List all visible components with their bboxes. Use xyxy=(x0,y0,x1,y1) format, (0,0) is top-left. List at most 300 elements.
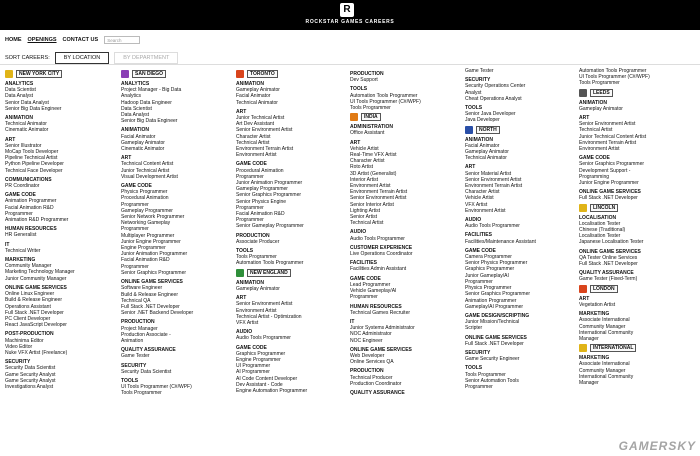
department-heading: ANIMATION xyxy=(579,99,607,106)
job-link[interactable]: Senior Artist xyxy=(350,214,377,221)
job-link[interactable]: Senior Java Developer xyxy=(465,111,516,118)
job-link[interactable]: Vehicle Artist xyxy=(350,145,379,152)
job-link[interactable]: Localisation Tester xyxy=(579,233,621,240)
department-heading: GAME CODE xyxy=(579,155,610,162)
job-link[interactable]: Gameplay/AI Programmer xyxy=(465,303,524,310)
job-link[interactable]: Senior Big Data Engineer xyxy=(121,118,178,125)
city-name: NEW YORK CITY xyxy=(16,70,62,78)
job-link[interactable]: Junior Engine Programmer xyxy=(579,180,639,187)
job-link[interactable]: Real-Time VFX Artist xyxy=(350,152,397,159)
job-link[interactable]: Audio Tools Programmer xyxy=(236,335,291,342)
department-heading: ANIMATION xyxy=(121,127,149,134)
main-nav xyxy=(5,36,140,44)
department-heading: PRODUCTION xyxy=(350,71,384,77)
job-link[interactable]: Procedural Animation xyxy=(121,195,169,202)
job-link[interactable]: Junior Animation Programmer xyxy=(236,180,303,187)
job-link[interactable]: Project Manager - Big Data xyxy=(121,87,182,94)
department-heading: GAME CODE xyxy=(5,192,36,199)
department-heading: TOOLS xyxy=(465,365,483,372)
department-heading: GAME CODE xyxy=(236,161,267,168)
department-heading: ONLINE GAME SERVICES xyxy=(579,248,641,255)
job-link[interactable]: Technical Artist xyxy=(579,127,613,134)
city-name: LINCOLN xyxy=(590,204,618,212)
job-link[interactable]: PR Coordinator xyxy=(5,183,40,190)
city-name: TORONTO xyxy=(247,70,278,78)
department-heading: TOOLS xyxy=(121,377,139,384)
job-link[interactable]: Senior Data Analyst xyxy=(5,99,49,106)
department-heading: HUMAN RESOURCES xyxy=(5,226,57,233)
job-link[interactable]: Game Security Analyst xyxy=(5,377,56,384)
job-link[interactable]: Character Artist xyxy=(350,158,385,165)
city-flag-icon xyxy=(121,70,129,78)
job-link[interactable]: Full Stack .NET Developer xyxy=(121,303,180,310)
department-heading: ANIMATION xyxy=(236,279,264,286)
job-column xyxy=(236,68,348,394)
job-link[interactable]: Senior Graphics Programmer xyxy=(121,269,187,276)
city-header[interactable] xyxy=(121,70,233,78)
job-link[interactable]: Engine Programmer xyxy=(121,245,166,252)
job-link[interactable]: Tools Programmer xyxy=(350,105,391,112)
job-link[interactable]: Environment Terrain Artist xyxy=(579,139,637,146)
job-link[interactable]: Associate Producer xyxy=(236,238,280,245)
job-link[interactable]: Game Tester xyxy=(121,353,150,360)
job-link[interactable]: Technical Artist xyxy=(236,139,270,146)
job-link[interactable]: Senior Network Programmer xyxy=(121,214,185,221)
job-link[interactable]: Audio Tools Programmer xyxy=(350,235,405,242)
job-link[interactable]: Networking Gameplay xyxy=(121,220,171,227)
sort-by-department-button[interactable]: BY DEPARTMENT xyxy=(114,52,178,64)
job-link[interactable]: Video Editor xyxy=(5,343,33,350)
job-link[interactable]: Machinima Editor xyxy=(5,337,44,344)
department-heading: FACILITIES xyxy=(350,260,377,267)
job-link[interactable]: Environment Artist xyxy=(236,152,277,159)
job-link[interactable]: Senior Material Artist xyxy=(465,170,512,177)
department-heading: GAME DESIGN/SCRIPTING xyxy=(465,312,530,319)
job-link[interactable]: Graphics Programmer xyxy=(236,350,286,357)
job-link[interactable]: Production Associate - xyxy=(121,331,171,338)
job-link[interactable]: UI Programmer xyxy=(236,363,271,370)
job-link[interactable]: Technical Content Artist xyxy=(121,161,174,168)
job-link[interactable]: Vehicle Artist xyxy=(465,195,494,202)
job-link[interactable]: Technical Writer xyxy=(5,247,41,254)
job-link[interactable]: Gameplay Animator xyxy=(236,87,280,94)
job-link[interactable]: Art Dev Assistant xyxy=(236,121,275,128)
department-heading: SECURITY xyxy=(465,349,491,356)
job-link[interactable]: Senior Environment Artist xyxy=(350,195,407,202)
job-link[interactable]: Operations Assistant xyxy=(5,303,51,310)
job-link[interactable]: Animation Programmer xyxy=(465,297,517,304)
department-heading: MARKETING xyxy=(579,355,610,362)
job-link[interactable]: Development Support - xyxy=(579,167,631,174)
job-link[interactable]: Senior Illustrator xyxy=(5,142,42,149)
job-link[interactable]: Technical Artist - Optimization xyxy=(236,313,302,320)
job-link[interactable]: Full Stack .NET Developer xyxy=(579,261,638,268)
job-link[interactable]: Junior Systems Administrator xyxy=(350,325,415,332)
job-link[interactable]: Senior Automation Tools xyxy=(465,377,519,384)
department-heading: GAME CODE xyxy=(121,183,152,190)
job-column xyxy=(465,68,577,390)
job-link[interactable]: Build & Release Engineer xyxy=(121,291,178,298)
job-link[interactable]: International Community xyxy=(579,373,634,380)
job-link[interactable]: Gameplay Animator xyxy=(236,285,280,292)
department-heading: POST-PRODUCTION xyxy=(5,331,54,338)
job-link[interactable]: Environment Terrain Artist xyxy=(350,189,408,196)
job-link[interactable]: Roto Artist xyxy=(350,164,374,171)
city-flag-icon xyxy=(350,113,358,121)
job-link[interactable]: 3D Artist (Generalist) xyxy=(350,170,397,177)
job-link[interactable]: Vegetation Artist xyxy=(579,301,616,308)
city-flag-icon xyxy=(236,269,244,277)
job-column xyxy=(350,68,462,396)
job-link[interactable]: Full Stack .NET Developer xyxy=(465,340,524,347)
job-link[interactable]: Facial Animation R&D xyxy=(121,257,170,264)
job-link[interactable]: Animation Programmer xyxy=(5,198,57,205)
job-link[interactable]: Japanese Localisation Tester xyxy=(579,239,644,246)
job-link[interactable]: Technical Games Recruiter xyxy=(350,309,411,316)
department-heading: CUSTOMER EXPERIENCE xyxy=(350,244,413,251)
job-link[interactable]: Manager xyxy=(579,335,599,342)
job-link[interactable]: Junior Mission/Technical xyxy=(465,319,520,326)
department-heading: ONLINE GAME SERVICES xyxy=(579,189,641,196)
department-heading: QUALITY ASSURANCE xyxy=(121,347,176,354)
job-link[interactable]: AI Programmer xyxy=(236,369,270,376)
job-link[interactable]: Senior Environment Artist xyxy=(236,127,293,134)
job-link[interactable]: Environment Artist xyxy=(236,307,277,314)
job-link[interactable]: Manager xyxy=(579,379,599,386)
city-flag-icon xyxy=(579,285,587,293)
job-link[interactable]: Senior Big Data Engineer xyxy=(5,105,62,112)
city-header[interactable] xyxy=(5,70,117,78)
job-link[interactable]: Dev Support xyxy=(350,77,378,84)
job-link[interactable]: NOC Administrator xyxy=(350,331,392,338)
job-link[interactable]: Junior Animation Programmer xyxy=(121,251,188,258)
job-link[interactable]: UI Tools Programmer (C#/WPF) xyxy=(350,98,421,105)
job-link[interactable]: Environment Terrain Artist xyxy=(465,183,523,190)
job-link[interactable]: Scripter xyxy=(465,325,483,332)
job-link[interactable]: Facial Animator xyxy=(465,142,500,149)
job-link[interactable]: Programmer xyxy=(465,278,493,285)
job-link[interactable]: Graphics Programmer xyxy=(465,266,515,273)
job-link[interactable]: Facial Animator xyxy=(121,133,156,140)
job-link[interactable]: Facilities Admin Assistant xyxy=(350,266,407,273)
job-link[interactable]: Online Services QA xyxy=(350,359,394,366)
city-name: SAN DIEGO xyxy=(132,70,166,78)
job-link[interactable]: Senior Physics Programmer xyxy=(465,260,528,267)
job-link[interactable]: Junior Gameplay/AI xyxy=(465,272,509,279)
department-heading: ONLINE GAME SERVICES xyxy=(5,284,67,291)
job-link[interactable]: Environment Artist xyxy=(350,183,391,190)
job-link[interactable]: Technical QA xyxy=(121,297,151,304)
job-link[interactable]: HR Generalist xyxy=(5,232,37,239)
job-link[interactable]: Data Analyst xyxy=(5,93,34,100)
job-link[interactable]: Technical Animator xyxy=(465,155,507,162)
job-link[interactable]: Data Scientist xyxy=(5,87,36,94)
department-heading: ANALYTICS xyxy=(121,81,150,87)
job-link[interactable]: Build & Release Engineer xyxy=(5,297,62,304)
department-heading: ART xyxy=(579,115,590,122)
department-heading: AUDIO xyxy=(350,229,367,236)
job-link[interactable]: Senior .NET Backend Developer xyxy=(121,310,194,317)
job-link[interactable]: Engine Automation Programmer xyxy=(236,387,308,394)
city-flag-icon xyxy=(5,70,13,78)
city-header[interactable] xyxy=(236,70,348,78)
job-link[interactable]: Cinematic Animator xyxy=(5,127,49,134)
city-header[interactable] xyxy=(579,344,691,352)
job-link[interactable]: Senior Environment Artist xyxy=(465,176,522,183)
job-link[interactable]: Online Linux Engineer xyxy=(5,291,55,298)
job-link[interactable]: QA Tester Online Services xyxy=(579,254,638,261)
site-header xyxy=(0,0,700,30)
city-flag-icon xyxy=(579,204,587,212)
department-heading: TOOLS xyxy=(350,86,368,93)
department-heading: ART xyxy=(236,295,247,302)
job-link[interactable]: Data Analyst xyxy=(121,112,150,119)
job-link[interactable]: Character Artist xyxy=(465,189,500,196)
job-link[interactable]: Junior Technical Artist xyxy=(121,167,170,174)
department-heading: TOOLS xyxy=(465,105,483,112)
job-link[interactable]: Game Tester xyxy=(465,68,494,74)
job-link[interactable]: Junior Technical Content Artist xyxy=(579,133,647,140)
job-link[interactable]: Investigations Analyst xyxy=(5,383,54,390)
job-link[interactable]: Multiplayer Programmer xyxy=(121,232,175,239)
job-link[interactable]: Programmer xyxy=(121,226,149,233)
city-header[interactable] xyxy=(465,126,577,134)
job-link[interactable]: Programmer xyxy=(121,201,149,208)
job-link[interactable]: Security Operations Center xyxy=(465,83,526,90)
department-heading: ADMINISTRATION xyxy=(350,124,393,131)
job-link[interactable]: Programmer xyxy=(236,173,264,180)
job-link[interactable]: Senior Physics Engine xyxy=(236,198,287,205)
job-link[interactable]: Security Data Scientist xyxy=(5,365,56,372)
job-link[interactable]: Pipeline Technical Artist xyxy=(5,155,58,162)
job-link[interactable]: Chinese (Traditional) xyxy=(579,227,626,234)
job-link[interactable]: Junior Community Manager xyxy=(5,275,67,282)
job-link[interactable]: Java Developer xyxy=(465,117,500,124)
job-link[interactable]: Associate International xyxy=(579,317,630,324)
job-link[interactable]: Tools Programmer xyxy=(121,390,162,397)
job-link[interactable]: Environment Terrain Artist xyxy=(236,146,294,153)
job-link[interactable]: Interior Artist xyxy=(350,176,379,183)
city-header[interactable] xyxy=(579,285,691,293)
city-header[interactable] xyxy=(350,113,462,121)
job-link[interactable]: React JavaScript Developer xyxy=(5,322,67,329)
job-link[interactable]: Facial Animator xyxy=(236,93,271,100)
job-link[interactable]: MoCap Tools Developer xyxy=(5,149,59,156)
job-link[interactable]: Programmer xyxy=(236,204,264,211)
department-heading: LOCALISATION xyxy=(579,214,617,221)
job-link[interactable]: Game Security Engineer xyxy=(465,356,520,363)
job-link[interactable]: Programmer xyxy=(5,210,33,217)
job-link[interactable]: Tools Programmer xyxy=(236,254,277,261)
department-heading: ANIMATION xyxy=(5,115,33,122)
job-link[interactable]: Hadoop Data Engineer xyxy=(121,99,172,106)
department-heading: GAME CODE xyxy=(465,247,496,254)
job-link[interactable]: Senior Graphics Programmer xyxy=(465,291,531,298)
department-heading: ART xyxy=(350,139,361,146)
job-link[interactable]: Software Engineer xyxy=(121,285,163,292)
department-heading: IT xyxy=(5,241,10,248)
search-input[interactable]: Search xyxy=(104,36,140,44)
watermark: GAMERSKY xyxy=(618,439,696,453)
job-link[interactable]: Full Stack .NET Developer xyxy=(579,195,638,202)
job-link[interactable]: Game Tester (Fixed-Term) xyxy=(579,276,638,283)
city-header[interactable] xyxy=(579,204,691,212)
department-heading: PRODUCTION xyxy=(236,232,270,239)
department-heading: PRODUCTION xyxy=(350,368,384,375)
department-heading: QUALITY ASSURANCE xyxy=(579,270,634,277)
job-link[interactable]: Tools Programmer xyxy=(465,371,506,378)
job-link[interactable]: Gameplay Programmer xyxy=(236,186,288,193)
job-link[interactable]: Senior Interior Artist xyxy=(350,201,394,208)
sort-bar xyxy=(5,52,178,64)
job-link[interactable]: VFX Artist xyxy=(465,201,488,208)
job-link[interactable]: Cheat Operations Analyst xyxy=(465,95,522,102)
city-header[interactable] xyxy=(579,89,691,97)
job-link[interactable]: Analyst xyxy=(465,89,482,96)
job-link[interactable]: Programming xyxy=(579,173,610,180)
job-link[interactable]: Gameplay Animator xyxy=(121,139,165,146)
job-link[interactable]: Technical Artist xyxy=(350,220,384,227)
rockstar-logo[interactable]: R xyxy=(340,3,354,17)
city-header[interactable] xyxy=(236,269,348,277)
job-link[interactable]: Programmer xyxy=(465,383,493,390)
department-heading: ART xyxy=(121,155,132,162)
job-link[interactable]: Cinematic Animator xyxy=(121,146,165,153)
job-link[interactable]: Python Pipeline Developer xyxy=(5,161,64,168)
job-link[interactable]: Technical Producer xyxy=(350,374,393,381)
job-link[interactable]: Physics Programmer xyxy=(121,189,168,196)
job-link[interactable]: Community Manager xyxy=(5,263,52,270)
job-link[interactable]: AI Code Content Developer xyxy=(236,375,298,382)
job-link[interactable]: PC Client Developer xyxy=(5,315,51,322)
job-link[interactable]: Gameplay Programmer xyxy=(121,207,173,214)
job-link[interactable]: NOC Engineer xyxy=(350,337,383,344)
department-heading: SECURITY xyxy=(465,77,491,84)
job-link[interactable]: Character Artist xyxy=(236,133,271,140)
job-link[interactable]: Technical Animator xyxy=(236,99,278,106)
department-heading: ART xyxy=(5,136,16,143)
job-link[interactable]: Dev Assistant - Code xyxy=(236,381,283,388)
job-link[interactable]: Automation Tools Programmer xyxy=(579,68,647,74)
job-link[interactable]: International Community xyxy=(579,329,634,336)
job-link[interactable]: Gameplay Animator xyxy=(579,105,623,112)
job-link[interactable]: Environment Artist xyxy=(465,207,506,214)
job-link[interactable]: Automation Tools Programmer xyxy=(236,260,304,267)
job-link[interactable]: Marketing Technology Manager xyxy=(5,269,75,276)
department-heading: SECURITY xyxy=(5,359,31,366)
job-link[interactable]: Senior Graphics Programmer xyxy=(236,192,302,199)
job-link[interactable]: Engine Programmer xyxy=(236,356,281,363)
job-link[interactable]: Production Coordinator xyxy=(350,380,402,387)
job-link[interactable]: Office Assistant xyxy=(350,130,385,137)
department-heading: ART xyxy=(236,108,247,115)
job-link[interactable]: Community Manager xyxy=(579,367,626,374)
job-link[interactable]: Technical Face Developer xyxy=(5,167,63,174)
job-link[interactable]: Automation Tools Programmer xyxy=(350,92,418,99)
nav-openings-link[interactable]: OPENINGS xyxy=(27,37,57,43)
job-link[interactable]: Localisation Tester xyxy=(579,220,621,227)
sort-by-location-button[interactable]: BY LOCATION xyxy=(55,52,109,64)
job-link[interactable]: Data Scientist xyxy=(121,105,152,112)
job-link[interactable]: Programmer xyxy=(236,217,264,224)
job-link[interactable]: Senior Gameplay Programmer xyxy=(236,223,304,230)
job-link[interactable]: Junior Engine Programmer xyxy=(121,238,181,245)
job-link[interactable]: Procedural Animation xyxy=(236,167,284,174)
job-link[interactable]: Facilities/Maintenance Assistant xyxy=(465,238,536,245)
job-link[interactable]: Animation xyxy=(121,337,144,344)
job-column xyxy=(579,68,691,386)
department-heading: AUDIO xyxy=(465,217,482,224)
job-link[interactable]: Analytics xyxy=(121,93,142,100)
job-link[interactable]: Vehicle Gameplay/AI xyxy=(350,288,397,295)
city-flag-icon xyxy=(579,344,587,352)
job-link[interactable]: UI Tools Programmer (C#/WPF) xyxy=(579,74,650,81)
department-heading: GAME CODE xyxy=(236,344,267,351)
nav-contact-link[interactable]: CONTACT US xyxy=(62,37,99,43)
city-name: INTERNATIONAL xyxy=(590,344,636,352)
nav-home-link[interactable]: HOME xyxy=(5,37,22,43)
job-link[interactable]: Programmer xyxy=(350,294,378,301)
department-heading: HUMAN RESOURCES xyxy=(350,303,402,310)
job-link[interactable]: Tools Programmer xyxy=(579,80,620,87)
city-flag-icon xyxy=(579,89,587,97)
department-heading: MARKETING xyxy=(5,257,36,264)
department-heading: GAME CODE xyxy=(350,275,381,282)
job-link[interactable]: Facial Animation R&D xyxy=(236,211,285,218)
job-link[interactable]: Web Developer xyxy=(350,352,385,359)
site-title: ROCKSTAR GAMES CAREERS xyxy=(305,19,395,25)
city-flag-icon xyxy=(465,126,473,134)
job-link[interactable]: Visual Development Artist xyxy=(121,173,178,180)
job-link[interactable]: Senior Graphics Programmer xyxy=(579,161,645,168)
department-heading: ONLINE GAME SERVICES xyxy=(350,346,412,353)
job-link[interactable]: Senior Environment Artist xyxy=(579,121,636,128)
job-link[interactable]: Project Manager xyxy=(121,325,158,332)
job-link[interactable]: Associate International xyxy=(579,361,630,368)
job-link[interactable]: UI Tools Programmer (C#/WPF) xyxy=(121,384,192,391)
job-link[interactable]: Lighting Artist xyxy=(350,207,381,214)
job-link[interactable]: Programmer xyxy=(121,263,149,270)
job-link[interactable]: Camera Programmer xyxy=(465,254,512,261)
job-link[interactable]: Community Manager xyxy=(579,323,626,330)
department-heading: ANALYTICS xyxy=(5,81,34,87)
job-link[interactable]: Lead Programmer xyxy=(350,281,391,288)
job-link[interactable]: Full Stack .NET Developer xyxy=(5,309,64,316)
job-link[interactable]: Animation R&D Programmer xyxy=(5,217,69,224)
job-link[interactable]: Gameplay Animator xyxy=(465,149,509,156)
job-link[interactable]: Technical Animator xyxy=(5,121,47,128)
department-heading: AUDIO xyxy=(236,329,253,336)
job-link[interactable]: Security Data Scientist xyxy=(121,368,172,375)
sort-label: SORT CAREERS: xyxy=(5,55,50,61)
job-link[interactable]: Senior Environment Artist xyxy=(236,301,293,308)
department-heading: ANIMATION xyxy=(236,81,264,87)
job-link[interactable]: Environment Artist xyxy=(579,146,620,153)
department-heading: ANIMATION xyxy=(465,136,493,143)
job-link[interactable]: Facial Animation R&D xyxy=(5,204,54,211)
job-link[interactable]: Physics Programmer xyxy=(465,285,512,292)
city-name: LEEDS xyxy=(590,89,613,97)
department-heading: ART xyxy=(465,164,476,171)
job-column xyxy=(121,68,233,397)
job-link[interactable]: Live Operations Coordinator xyxy=(350,251,413,258)
job-link[interactable]: Junior Technical Artist xyxy=(236,115,285,122)
job-link[interactable]: Game Security Analyst xyxy=(5,371,56,378)
job-link[interactable]: VFX Artist xyxy=(236,319,259,326)
job-column xyxy=(5,68,117,390)
job-link[interactable]: Nuke VFX Artist (Freelance) xyxy=(5,349,68,356)
job-link[interactable]: Audio Tools Programmer xyxy=(465,223,520,230)
